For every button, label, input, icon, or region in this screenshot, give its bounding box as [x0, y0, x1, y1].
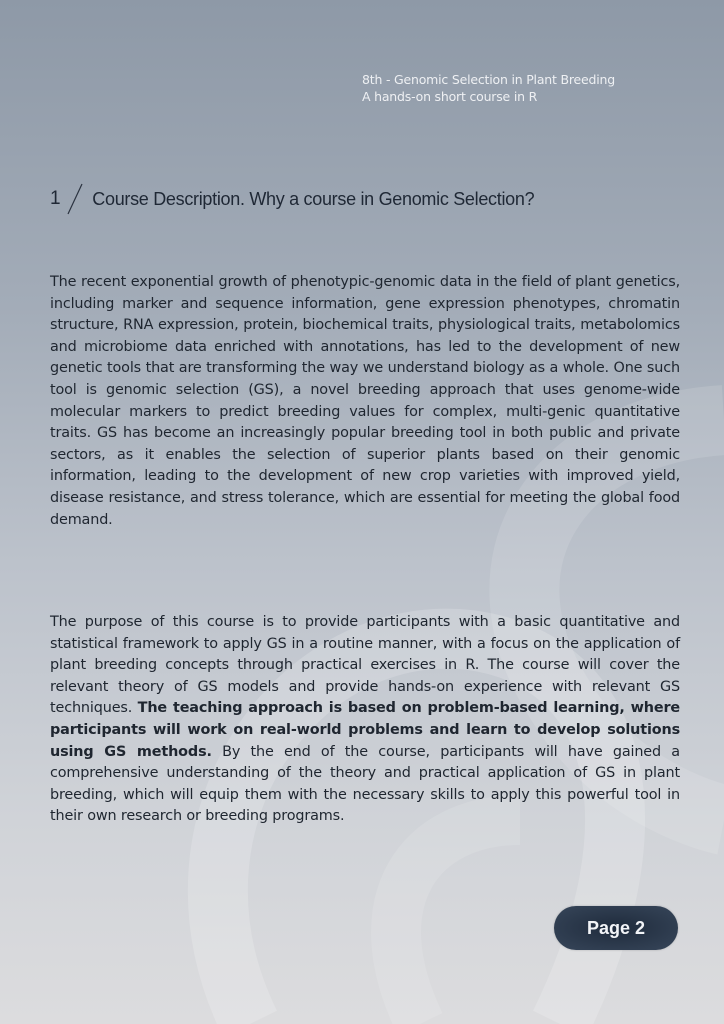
- course-header: [362, 71, 615, 105]
- section-title: Course Description. Why a course in Genomic Selection?: [92, 188, 535, 209]
- slash-divider-icon: [64, 182, 86, 216]
- section-number: 1: [50, 188, 61, 209]
- course-title: 8th - Genomic Selection in Plant Breeding: [362, 72, 615, 87]
- paragraph-intro: The recent exponential growth of phenotypic-genomic data in the field of plant genetics, including marker and sequence information, gene expression phenotypes, chromatin structure, RNA expression, protein, biochemical traits, physiological traits, metabolomics and microbiome data enriched with annotations, has led to the development of new genetic tools that are transforming the way we understand biology as a whole. One such tool is genomic selection (GS), a novel breeding approach that uses genome-wide molecular markers to predict breeding values for complex, multi-genic quantitative traits. GS has become an increasingly popular breeding tool in both public and private sectors, as it enables the selection of superior plants based on their genomic information, leading to the development of new crop varieties with improved yield, disease resistance, and stress tolerance, which are essential for meeting the global food demand.: [50, 274, 680, 528]
- course-subtitle: A hands-on short course in R: [362, 89, 538, 104]
- paragraph-purpose: [50, 612, 680, 828]
- page-number-badge: [554, 906, 678, 950]
- section-heading: [50, 182, 534, 216]
- page-label: Page 2: [586, 917, 646, 938]
- paragraph-purpose-part1: The purpose of this course is to provide participants with a basic quantitative and statistical framework to apply GS in a routine manner, with a focus on the application of plant breeding concepts through practical exercises in R. The course will cover the relevant theory of GS models and provide hands-on experience with relevant GS techniques.: [50, 614, 680, 717]
- paragraph-purpose-bold: The teaching approach is based on problem-based learning, where participants will work on real-world problems and learn to develop solutions using GS methods.: [50, 700, 680, 760]
- paragraph-purpose-part2: By the end of the course, participants will have gained a comprehensive understanding of the theory and practical application of GS in plant breeding, which will equip them with the necessary skills to apply this powerful tool in their own research or breeding programs.: [50, 743, 680, 825]
